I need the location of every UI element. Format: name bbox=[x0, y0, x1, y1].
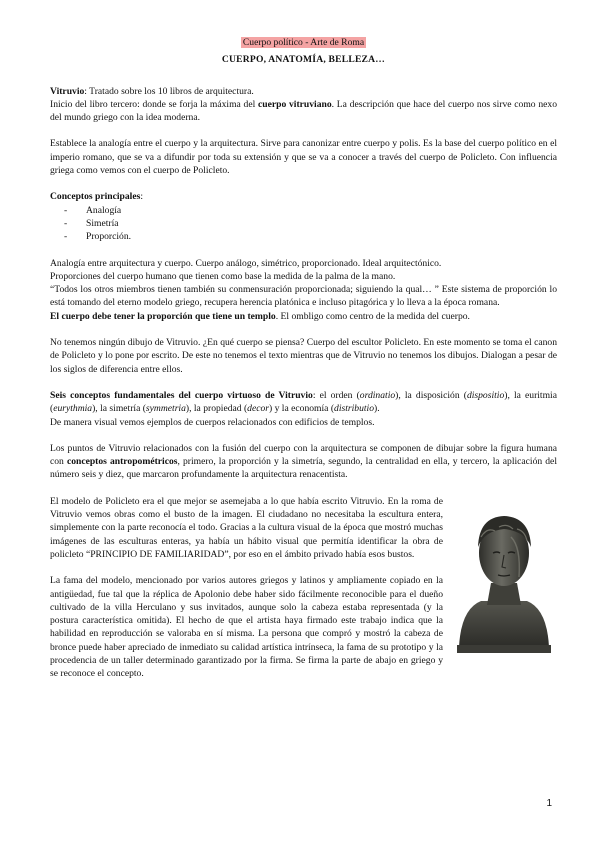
list-item: - Simetría bbox=[64, 217, 557, 230]
text-run: ). bbox=[374, 403, 380, 415]
paragraph-antropometricos bbox=[50, 442, 557, 482]
bold-term: cuerpo vitruviano bbox=[258, 98, 332, 110]
paragraph-seis-conceptos bbox=[50, 389, 557, 416]
paragraph-libro-tercero bbox=[50, 98, 557, 125]
bold-term: Vitruvio bbox=[50, 85, 85, 97]
document-title: CUERPO, ANATOMÍA, BELLEZA… bbox=[221, 54, 386, 66]
paragraph-vitruvio bbox=[50, 85, 557, 98]
bronze-bust-image bbox=[451, 497, 557, 658]
latin-term: decor bbox=[247, 403, 270, 415]
header-text: Cuerpo político - Arte de Roma bbox=[242, 37, 365, 48]
bold-term: Seis conceptos fundamentales del cuerpo virtuoso de Vitruvio bbox=[50, 389, 313, 401]
text-run: : el orden ( bbox=[312, 389, 360, 401]
paragraph-dibujo: No tenemos ningún dibujo de Vitruvio. ¿En qué cuerpo se piensa? Cuerpo del escultor Policleto. En este momento se toma el canon de Policleto y lo pone por escrito. De este no tenemos el texto mientras que de Vitruvio no tenemos los dibujos. Dialogan a pesar de los siglos de diferencia entre ellos. bbox=[50, 337, 557, 375]
paragraph-analogia: Establece la analogía entre el cuerpo y la arquitectura. Sirve para canonizar entre cuerpo y polis. Es la base del cuerpo político en el imperio romano, que se va a difundir por toda su extensión y que se va a conocer a través del cuerpo de Policleto. Con influencia griega como vemos con el cuerpo de Policleto. bbox=[50, 138, 557, 177]
latin-term: symmetria bbox=[145, 403, 186, 415]
paragraph-quote: “Todos los otros miembros tienen también su conmensuración proporcionada; siguiendo la qual… ” Este sistema de proporción lo está tomando del eterno modelo griego, recupera herencia platónica e incluso pitagórica y lo lleva a la época romana. bbox=[50, 284, 557, 309]
text-run: . El ombligo como centro de la medida del cuerpo. bbox=[275, 310, 470, 322]
text-run: ), la propiedad ( bbox=[185, 403, 248, 415]
latin-term: ordinatio bbox=[359, 389, 396, 401]
text-run: , primero, la proporción y la simetría, segundo, la centralidad en ella, y tercero, la aplicación del número seis y diez, que marcaron profundamente la arquitectura renacentista. bbox=[50, 456, 557, 481]
document-header bbox=[50, 36, 557, 49]
concepts-list bbox=[50, 204, 557, 244]
latin-term: distributio bbox=[334, 403, 374, 415]
document-page bbox=[50, 36, 557, 681]
page-number: 1 bbox=[546, 798, 552, 809]
concepts-heading bbox=[50, 190, 557, 203]
paragraph-analogia-arquitectura: Analogía entre arquitectura y cuerpo. Cuerpo análogo, simétrico, proporcionado. Ideal arquitectónico. bbox=[50, 257, 442, 269]
text-run: . La descripción que hace del cuerpo nos sirve como nexo del mundo griego con la idea moderna. bbox=[50, 98, 557, 124]
text-run: ), la simetría ( bbox=[92, 403, 146, 415]
paragraph-templo bbox=[50, 310, 557, 323]
text-run: : bbox=[140, 191, 144, 203]
text-run: ) y la economía ( bbox=[269, 403, 335, 415]
latin-term: eurythmia bbox=[53, 403, 93, 415]
text-run: : Tratado sobre los 10 libros de arquitectura. bbox=[84, 85, 254, 97]
list-item: - Proporción. bbox=[64, 230, 557, 243]
latin-term: dispositio bbox=[466, 389, 505, 401]
text-run: ), la disposición ( bbox=[395, 389, 467, 401]
text-run: ), la euritmia ( bbox=[50, 389, 557, 415]
paragraph-fama-modelo: La fama del modelo, mencionado por varios autores griegos y latinos y ampliamente copiado en la antigüedad, fue tal que la réplica de Apolonio debe haber sido fácilmente reconocible para el dueño cultivado de la villa Herculano y sus invitados, aunque solo la cabeza estaba representada (y la postura característica omitida). El hecho de que el artista haya firmado este trabajo indica que la habilidad en reproducción se valoraba en sí misma. La persona que compró y mostró la cabeza de bronce puede haber apreciado de inmediato su calidad artística intrínseca, la fama de su prototipo y la procedencia de un taller determinado garantizado por la firma. Se firma la parte de abajo en griego y se reconoce el concepto. bbox=[50, 575, 443, 680]
list-item: - Analogía bbox=[64, 204, 557, 217]
paragraph-modelo-policleto: El modelo de Policleto era el que mejor se asemejaba a lo que había escrito Vitruvio. En la roma de Vitruvio vemos obras como el busto de la imagen. El ciudadano no necesitaba la escultura entera, simplemente con la parte reconocía el todo. Gracias a la cultura visual de la época que mostró muchas imágenes de las esculturas enteras, ya había un hábito visual que permitía identificar la obra de policleto “PRINCIPIO DE FAMILIARIDAD”, por eso en el ámbito privado había esos bustos. bbox=[50, 495, 443, 560]
bold-term: Conceptos principales bbox=[50, 191, 141, 203]
bust-section bbox=[50, 495, 557, 681]
paragraph-ejemplos: De manera visual vemos ejemplos de cuerpos relacionados con edificios de templos. bbox=[50, 416, 375, 428]
text-run: Inicio del libro tercero: donde se forja la máxima del bbox=[50, 98, 259, 110]
bust-illustration bbox=[451, 497, 557, 658]
paragraph-proporciones: Proporciones del cuerpo humano que tienen como base la medida de la palma de la mano. bbox=[50, 270, 396, 282]
bold-term: El cuerpo debe tener la proporción que tiene un templo bbox=[50, 310, 276, 322]
text-run: Los puntos de Vitruvio relacionados con la fusión del cuerpo con la arquitectura se componen de dibujar sobre la figura humana con bbox=[50, 442, 557, 468]
bold-term: conceptos antropométricos bbox=[66, 456, 178, 468]
